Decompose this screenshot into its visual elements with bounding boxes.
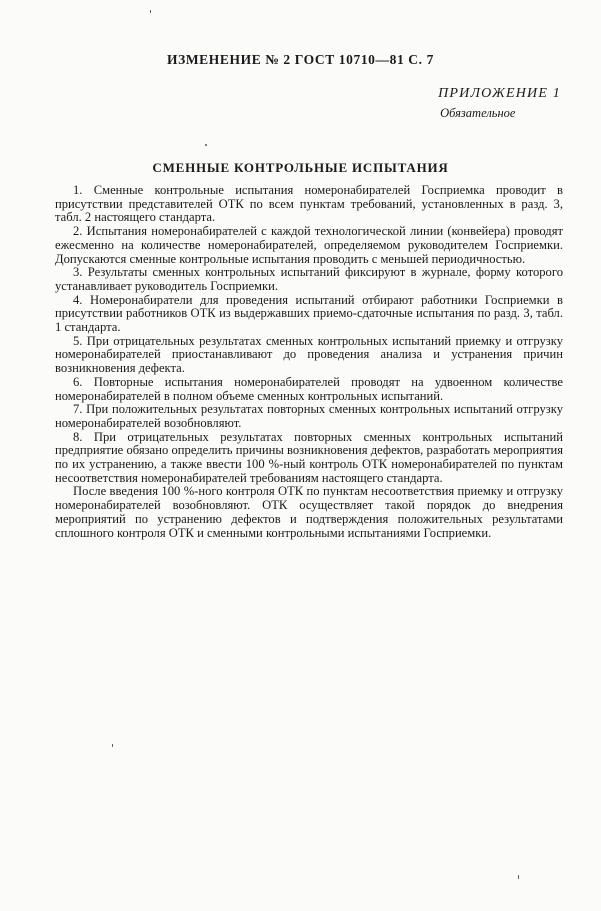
paragraph-3: 3. Результаты сменных контрольных испытаний фиксируют в журнале, форму которого устанавливает руководитель Госприемки. (55, 265, 563, 293)
scan-speck (205, 144, 207, 146)
paragraph-9: После введения 100 %-ного контроля ОТК по пунктам несоответствия приемку и отгрузку номеронабирателей возобновляют. ОТК осуществляет такой порядок до внедрения мероприятий по устранению дефектов и подтверждения положительных результатами сплошного контроля ОТК и сменными контрольными испытаниями Госприемки. (55, 484, 563, 540)
appendix-subtitle: Обязательное (440, 106, 516, 120)
body-text (55, 184, 563, 540)
paragraph-6: 6. Повторные испытания номеронабирателей проводят на удвоенном количестве номеронабирателей в полном объеме сменных контрольных испытаний. (55, 374, 563, 403)
section-title: СМЕННЫЕ КОНТРОЛЬНЫЕ ИСПЫТАНИЯ (152, 160, 449, 175)
paragraph-5: 5. При отрицательных результатах сменных контрольных испытаний приемку и отгрузку номеронабирателей приостанавливают до проведения анализа и устранения причин возникновения дефекта. (55, 333, 563, 376)
scan-speck (112, 744, 113, 747)
page-header: ИЗМЕНЕНИЕ № 2 ГОСТ 10710—81 С. 7 (167, 52, 434, 67)
scan-speck (150, 10, 151, 13)
paragraph-1: 1. Сменные контрольные испытания номеронабирателей Госприемка проводит в присутствии представителей ОТК по всем пунктам требований, установленных в разд. 3, табл. 2 настоящего стандарта. (55, 183, 563, 225)
appendix-title: ПРИЛОЖЕНИЕ 1 (438, 86, 561, 101)
appendix-block (438, 86, 561, 121)
paragraph-2: 2. Испытания номеронабирателей с каждой технологической линии (конвейера) проводят ежесменно на количестве номеронабирателей, определяемом руководителем Госприемки. Допускаются сменные контрольные испытания проводить с меньшей периодичностью. (55, 224, 563, 266)
paragraph-8: 8. При отрицательных результатах повторных сменных контрольных испытаний предприятие обязано определить причины возникновения дефектов, разработать мероприятия по их устранению, а также ввести 100 %-ный контроль ОТК номеронабирателей по пунктам несоответствия номеронабирателей требованиям настоящего стандарта. (55, 429, 563, 485)
scan-speck (518, 875, 519, 879)
paragraph-4: 4. Номеронабиратели для проведения испытаний отбирают работники Госприемки в присутствии работников ОТК из выдержавших приемо-сдаточные испытания по разд. 3, табл. 1 стандарта. (55, 292, 563, 335)
paragraph-7: 7. При положительных результатах повторных сменных контрольных испытаний отгрузку номеронабирателей возобновляют. (55, 402, 563, 430)
